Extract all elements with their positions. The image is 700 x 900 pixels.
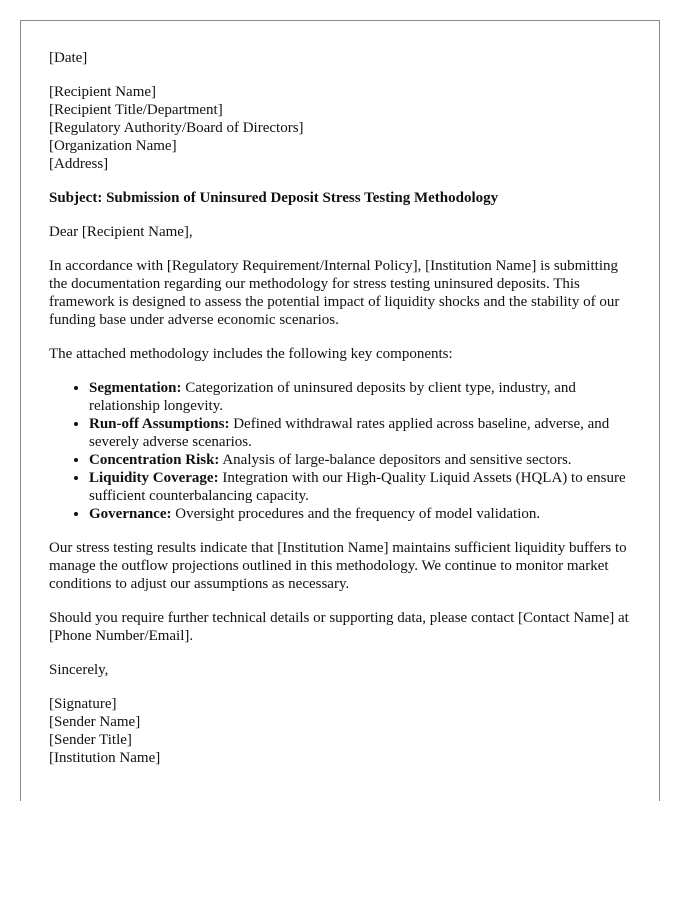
list-item — [89, 379, 634, 415]
component-term: Liquidity Coverage: — [89, 470, 219, 486]
component-text: Analysis of large-balance depositors and sensitive sectors. — [219, 452, 572, 468]
contact-paragraph: Should you require further technical details or supporting data, please contact [Contact Name] at [Phone Number/Email]. — [49, 610, 629, 644]
results-paragraph: Our stress testing results indicate that [Institution Name] maintains sufficient liquidity buffers to manage the outflow projections outlined in this methodology. We continue to monitor market conditions to adjust our assumptions as necessary. — [49, 540, 627, 592]
list-item — [89, 505, 634, 523]
letter-body — [49, 49, 634, 783]
list-item — [89, 469, 634, 505]
recipient-organization: [Organization Name] — [49, 138, 177, 154]
sender-title: [Sender Title] — [49, 732, 132, 748]
closing: Sincerely, — [49, 662, 109, 678]
list-item — [89, 415, 634, 451]
component-text: Categorization of uninsured deposits by client type, industry, and relationship longevity. — [89, 380, 576, 414]
recipient-authority: [Regulatory Authority/Board of Directors] — [49, 120, 304, 136]
recipient-title: [Recipient Title/Department] — [49, 102, 223, 118]
sender-institution: [Institution Name] — [49, 750, 161, 766]
list-item — [89, 451, 634, 469]
recipient-name: [Recipient Name] — [49, 84, 157, 100]
components-intro: The attached methodology includes the following key components: — [49, 346, 453, 362]
letter-date: [Date] — [49, 50, 88, 66]
sender-signature: [Signature] — [49, 696, 117, 712]
component-term: Governance: — [89, 506, 172, 522]
recipient-address: [Address] — [49, 156, 109, 172]
component-term: Segmentation: — [89, 380, 182, 396]
component-text: Oversight procedures and the frequency of model validation. — [171, 506, 541, 522]
component-text: Integration with our High-Quality Liquid Assets (HQLA) to ensure sufficient counterbalancing capacity. — [89, 470, 626, 504]
component-term: Concentration Risk: — [89, 452, 220, 468]
component-text: Defined withdrawal rates applied across baseline, adverse, and severely adverse scenarios. — [89, 416, 610, 450]
sender-name: [Sender Name] — [49, 714, 141, 730]
intro-paragraph: In accordance with [Regulatory Requirement/Internal Policy], [Institution Name] is submitting the documentation regarding our methodology for stress testing uninsured deposits. This framework is designed to assess the potential impact of liquidity shocks and the stability of our funding base under adverse economic scenarios. — [49, 258, 620, 328]
letter-page — [20, 20, 660, 801]
components-list — [49, 379, 634, 523]
recipient-block — [49, 83, 634, 173]
component-term: Run-off Assumptions: — [89, 416, 230, 432]
salutation: Dear [Recipient Name], — [49, 224, 193, 240]
subject-line: Subject: Submission of Uninsured Deposit Stress Testing Methodology — [49, 190, 499, 206]
sender-block — [49, 695, 634, 767]
